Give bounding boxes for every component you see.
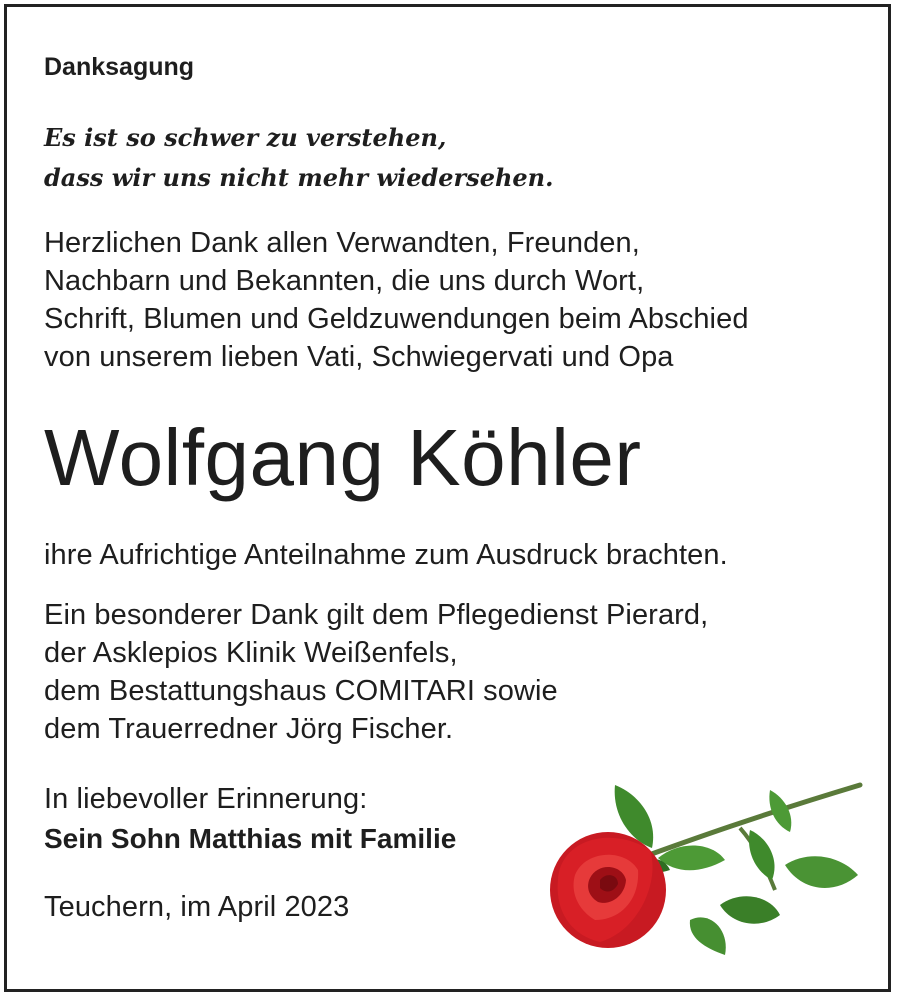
intro-line: von unserem lieben Vati, Schwiegervati und Opa — [44, 341, 674, 373]
signature: Sein Sohn Matthias mit Familie — [44, 823, 457, 854]
rose-leaf — [785, 856, 858, 888]
intro-line: Herzlichen Dank allen Verwandten, Freunden, — [44, 227, 640, 259]
thanks-line: der Asklepios Klinik Weißenfels, — [44, 637, 458, 669]
intro-paragraph — [44, 224, 749, 376]
deceased-name: Wolfgang Köhler — [44, 413, 642, 502]
rose-stem — [635, 785, 860, 860]
memory-line: In liebevoller Erinnerung: — [44, 783, 368, 815]
red-rose-icon — [540, 770, 870, 980]
rose-leaf — [769, 790, 791, 832]
rose-leaf — [690, 917, 726, 955]
notice-heading: Danksagung — [44, 53, 195, 81]
rose-leaf — [749, 830, 775, 880]
thanks-line: dem Trauerredner Jörg Fischer. — [44, 713, 454, 745]
rose-leaf — [720, 896, 780, 923]
thanks-line: dem Bestattungshaus COMITARI sowie — [44, 675, 558, 707]
special-thanks-paragraph — [44, 596, 708, 748]
motto-line: Es ist so schwer zu verstehen, — [44, 123, 447, 152]
motto-verse — [44, 118, 553, 198]
motto-line: dass wir uns nicht mehr wiedersehen. — [44, 163, 554, 192]
place-date: Teuchern, im April 2023 — [44, 891, 350, 923]
intro-line: Nachbarn und Bekannten, die uns durch Wort, — [44, 265, 645, 297]
after-name-text: ihre Aufrichtige Anteilnahme zum Ausdruck brachten. — [44, 539, 728, 571]
intro-line: Schrift, Blumen und Geldzuwendungen beim Abschied — [44, 303, 749, 335]
thanks-line: Ein besonderer Dank gilt dem Pflegedienst Pierard, — [44, 599, 709, 631]
